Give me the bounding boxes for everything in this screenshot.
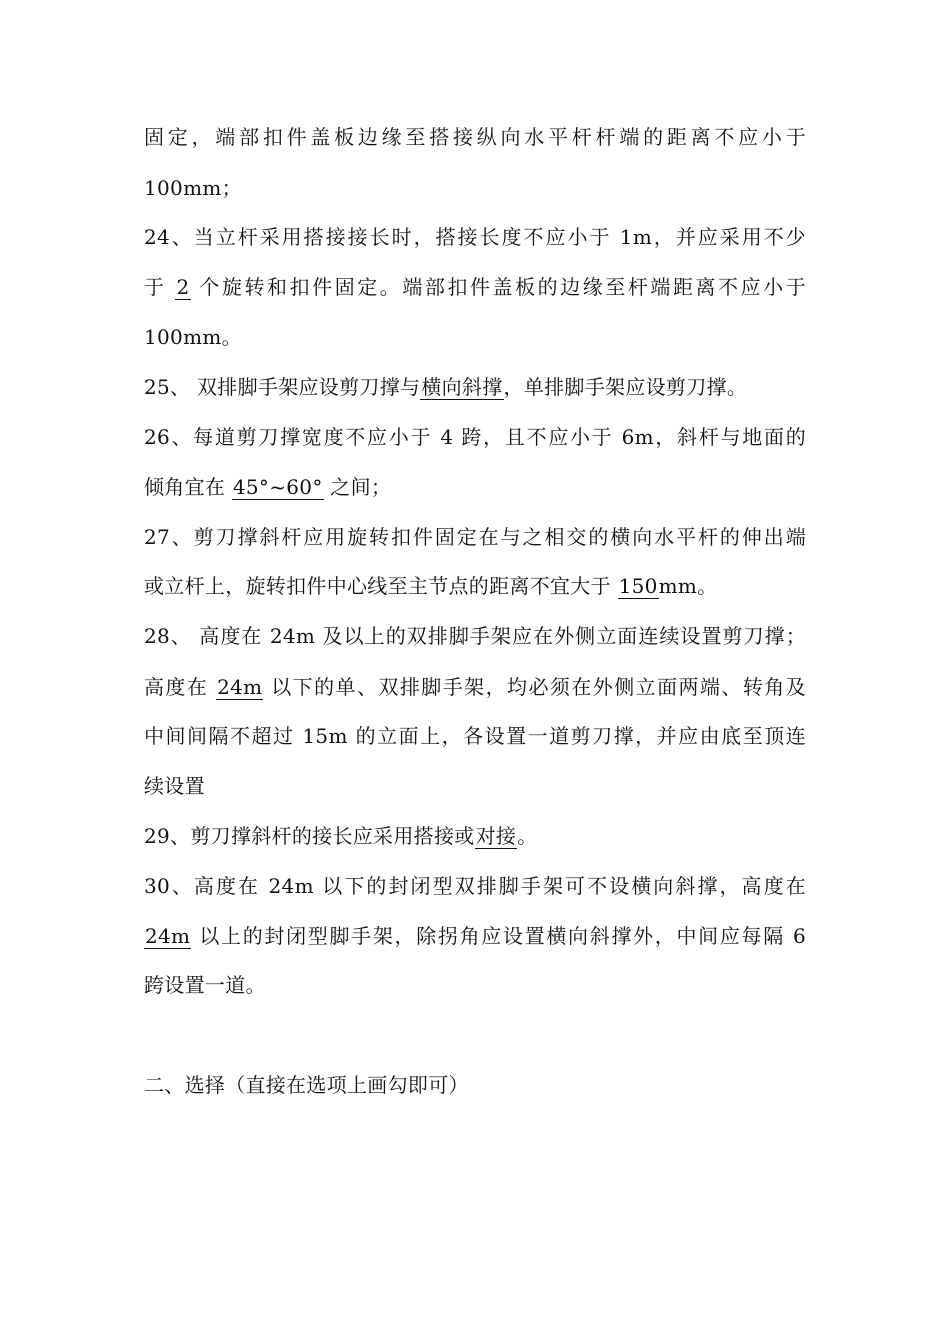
text-segment: 100mm； (144, 176, 242, 200)
text-segment: 30、高度在 24m 以下的封闭型双排脚手架可不设横向斜撑，高度在 (144, 874, 806, 898)
text-line (144, 372, 747, 402)
text-line (144, 672, 806, 702)
text-segment: ，单排脚手架应设剪刀撑。 (503, 375, 748, 399)
text-segment: 二、选择（直接在选项上画勾即可） (144, 1073, 469, 1097)
underlined-answer: 45°~60° (232, 475, 323, 499)
text-segment: 跨设置一道。 (144, 973, 266, 997)
text-segment: 固定，端部扣件盖板边缘至搭接纵向水平杆杆端的距离不应小于 (144, 125, 806, 149)
text-segment: 100mm。 (144, 325, 242, 349)
underlined-answer: 24m (217, 675, 263, 699)
text-segment: 或立杆上，旋转扣件中心线至主节点的距离不宜大于 (144, 574, 618, 598)
text-line (144, 222, 806, 252)
text-line (144, 322, 242, 352)
underlined-answer: 150 (618, 574, 658, 598)
text-line (144, 272, 806, 302)
text-segment: 中间间隔不超过 15m 的立面上，各设置一道剪刀撑，并应由底至顶连 (144, 724, 806, 748)
text-line (144, 422, 806, 452)
text-line (144, 871, 806, 901)
text-segment: 29、剪刀撑斜杆的接长应采用搭接或 (144, 824, 475, 848)
text-segment: 于 (144, 275, 176, 299)
underlined-answer: 24m (145, 924, 191, 948)
section-heading (144, 1070, 469, 1100)
text-segment: 27、剪刀撑斜杆应用旋转扣件固定在与之相交的横向水平杆的伸出端 (144, 525, 806, 549)
text-segment: 高度在 (144, 675, 217, 699)
text-line (144, 821, 537, 851)
underlined-answer: 对接 (475, 824, 517, 848)
text-line (144, 621, 806, 651)
text-line (144, 122, 806, 152)
text-line (144, 921, 806, 951)
text-line (144, 721, 806, 751)
text-segment: 倾角宜在 (144, 475, 232, 499)
text-segment: 24、当立杆采用搭接接长时，搭接长度不应小于 1m，并应采用不少 (144, 225, 806, 249)
text-line (144, 173, 242, 203)
text-line (144, 771, 205, 801)
text-segment: 之间； (323, 475, 392, 499)
underlined-answer: 横向斜撑 (421, 375, 503, 399)
text-segment: 25、 双排脚手架应设剪刀撑与 (144, 375, 421, 399)
text-segment: 续设置 (144, 774, 205, 798)
text-line (144, 571, 717, 601)
text-segment: 。 (517, 824, 538, 848)
text-segment: 个旋转和扣件固定。端部扣件盖板的边缘至杆端距离不应小于 (190, 275, 806, 299)
text-line (144, 522, 806, 552)
text-line (144, 970, 266, 1000)
text-segment: 26、每道剪刀撑宽度不应小于 4 跨，且不应小于 6m，斜杆与地面的 (144, 425, 806, 449)
underlined-answer: 2 (176, 275, 190, 299)
text-segment: 以上的封闭型脚手架，除拐角应设置横向斜撑外，中间应每隔 6 (191, 924, 806, 948)
text-segment: 以下的单、双排脚手架，均必须在外侧立面两端、转角及 (263, 675, 806, 699)
text-segment: mm。 (658, 574, 718, 598)
text-line (144, 472, 391, 502)
text-segment: 28、 高度在 24m 及以上的双排脚手架应在外侧立面连续设置剪刀撑； (144, 624, 806, 648)
